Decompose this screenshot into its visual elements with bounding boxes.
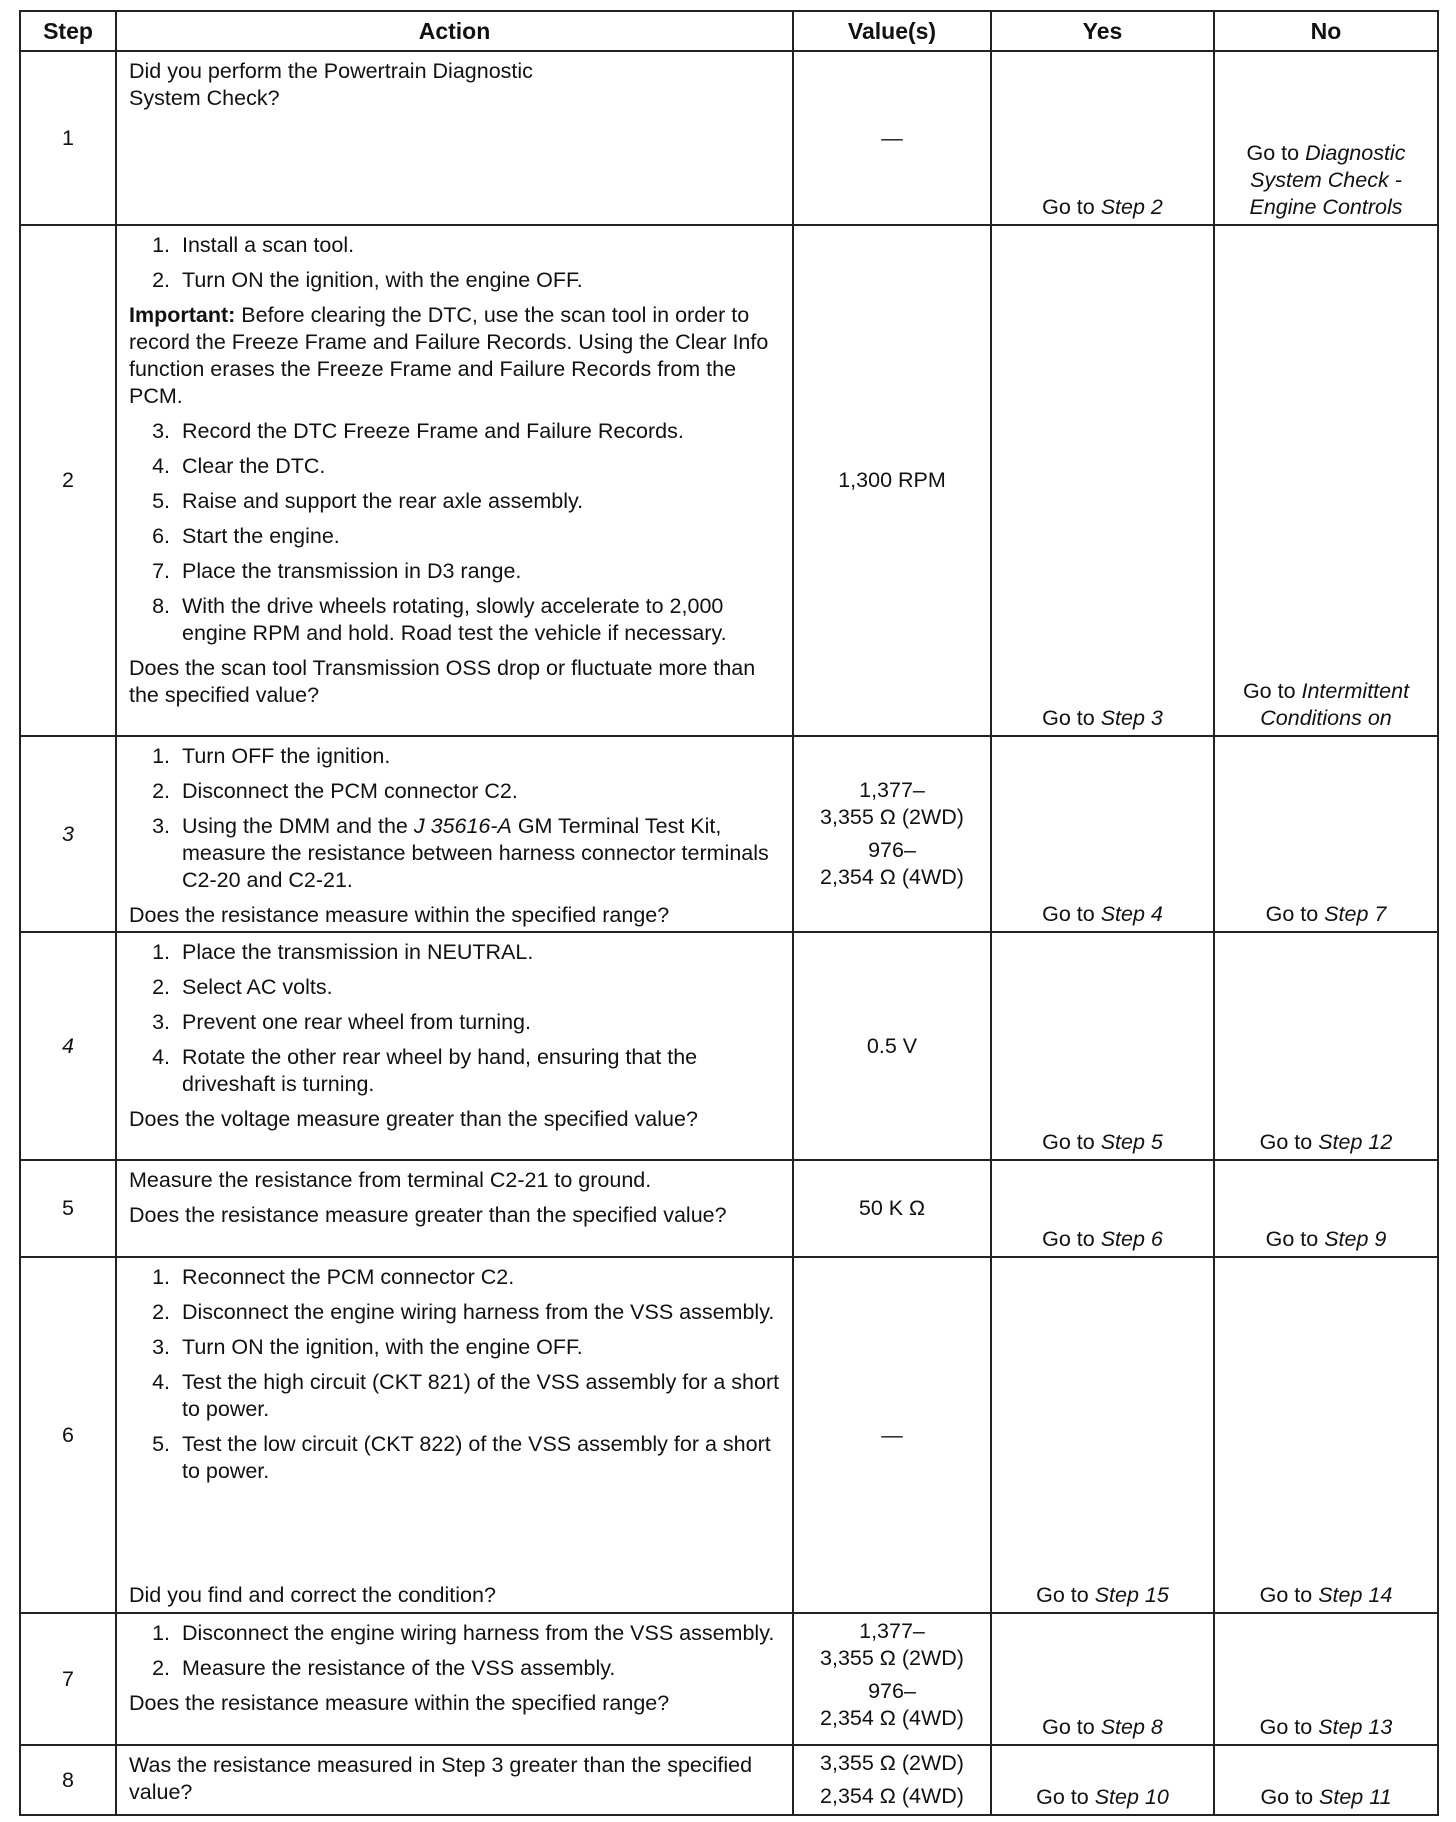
- yes-cell: [991, 736, 1214, 932]
- yes-target: Step 10: [1094, 1785, 1169, 1809]
- no-target: Step 12: [1318, 1130, 1393, 1154]
- yes-cell: [991, 1257, 1214, 1613]
- no-cell: [1214, 225, 1438, 736]
- no-prefix: Go to: [1246, 141, 1306, 165]
- action-cell: [116, 1257, 793, 1613]
- action-item: 1. Place the transmission in NEUTRAL.: [176, 939, 782, 966]
- no-cell: [1214, 51, 1438, 225]
- header-action: Action: [116, 11, 793, 51]
- action-list: [129, 743, 782, 894]
- no-cell: [1214, 736, 1438, 932]
- action-cell: [116, 1745, 793, 1815]
- yes-target: Step 3: [1100, 706, 1163, 730]
- step-number: 8: [20, 1745, 116, 1815]
- action-text: System Check?: [129, 86, 280, 110]
- value-cell: [793, 932, 991, 1160]
- value-text: —: [881, 1422, 903, 1447]
- action-list: [129, 939, 782, 1098]
- yes-target: Step 4: [1100, 902, 1163, 926]
- action-item: 2. Select AC volts.: [176, 974, 782, 1001]
- no-prefix: Go to: [1242, 679, 1302, 703]
- no-target: Step 13: [1318, 1715, 1393, 1739]
- action-cell: [116, 1160, 793, 1257]
- yes-target: Step 5: [1100, 1130, 1163, 1154]
- table-row: [20, 225, 1438, 736]
- value-text: 2,354 Ω (4WD): [820, 865, 964, 889]
- action-item: 5. Test the low circuit (CKT 822) of the VSS assembly for a short to power.: [176, 1431, 782, 1485]
- yes-prefix: Go to: [1036, 1583, 1095, 1607]
- value-text: 1,377–: [859, 778, 925, 802]
- value-cell: [793, 225, 991, 736]
- value-text: 976–: [868, 1679, 916, 1703]
- value-cell: [793, 1613, 991, 1745]
- action-item: 2. Disconnect the PCM connector C2.: [176, 778, 782, 805]
- action-item: 1. Turn OFF the ignition.: [176, 743, 782, 770]
- value-text: 3,355 Ω (2WD): [820, 1646, 964, 1670]
- yes-prefix: Go to: [1042, 195, 1101, 219]
- value-text: 0.5 V: [866, 1033, 918, 1058]
- table-row: [20, 932, 1438, 1160]
- action-item: 6. Start the engine.: [176, 523, 782, 550]
- table-row: [20, 1745, 1438, 1815]
- header-no: No: [1214, 11, 1438, 51]
- action-question: Was the resistance measured in Step 3 greater than the specified value?: [129, 1753, 753, 1804]
- step-number: 3: [20, 736, 116, 932]
- yes-cell: [991, 1160, 1214, 1257]
- action-item: 3. Prevent one rear wheel from turning.: [176, 1009, 782, 1036]
- step-number: 2: [20, 225, 116, 736]
- value-cell: [793, 736, 991, 932]
- value-text: 3,355 Ω (2WD): [820, 1751, 964, 1775]
- value-text: 3,355 Ω (2WD): [820, 805, 964, 829]
- important-label: Important:: [129, 303, 236, 327]
- action-list: [129, 1264, 782, 1485]
- action-item: 3. Turn ON the ignition, with the engine OFF.: [176, 1334, 782, 1361]
- action-cell: [116, 225, 793, 736]
- action-item-text: Using the DMM and the: [182, 814, 414, 838]
- yes-cell: [991, 51, 1214, 225]
- no-prefix: Go to: [1265, 902, 1325, 926]
- step-number: 1: [20, 51, 116, 225]
- no-cell: [1214, 1745, 1438, 1815]
- value-text: 1,377–: [859, 1619, 925, 1643]
- action-question: Does the resistance measure within the specified range?: [129, 903, 670, 927]
- value-text: 976–: [868, 838, 916, 862]
- yes-cell: [991, 1745, 1214, 1815]
- action-item-text: GM Terminal Test Kit, measure the resistance between harness connector terminals C2-20 and C2-21.: [182, 814, 769, 892]
- action-item: 4. Rotate the other rear wheel by hand, ensuring that the driveshaft is turning.: [176, 1044, 782, 1098]
- no-target: Intermittent: [1301, 679, 1410, 703]
- yes-cell: [991, 225, 1214, 736]
- yes-target: Step 15: [1094, 1583, 1169, 1607]
- action-question: Does the resistance measure within the specified range?: [129, 1691, 670, 1715]
- action-cell: [116, 51, 793, 225]
- yes-prefix: Go to: [1036, 1785, 1095, 1809]
- important-note: [129, 302, 782, 410]
- action-item: 2. Measure the resistance of the VSS assembly.: [176, 1655, 782, 1682]
- no-prefix: Go to: [1259, 1715, 1319, 1739]
- value-text: 50 K Ω: [858, 1196, 926, 1220]
- no-target: Diagnostic: [1305, 141, 1406, 165]
- action-text: Did you perform the Powertrain Diagnostic: [129, 59, 533, 83]
- yes-cell: [991, 932, 1214, 1160]
- value-text: 1,300 RPM: [838, 468, 946, 492]
- no-prefix: Go to: [1259, 1583, 1319, 1607]
- no-cell: [1214, 932, 1438, 1160]
- value-cell: [793, 1257, 991, 1613]
- yes-target: Step 2: [1100, 195, 1163, 219]
- no-prefix: Go to: [1260, 1785, 1320, 1809]
- yes-cell: [991, 1613, 1214, 1745]
- value-text: 2,354 Ω (4WD): [820, 1706, 964, 1730]
- no-target: Step 9: [1324, 1227, 1387, 1251]
- no-target: Conditions on: [1260, 706, 1392, 730]
- action-item: 1. Reconnect the PCM connector C2.: [176, 1264, 782, 1291]
- no-prefix: Go to: [1265, 1227, 1325, 1251]
- step-number: 7: [20, 1613, 116, 1745]
- no-cell: [1214, 1257, 1438, 1613]
- no-target: Engine Controls: [1249, 195, 1403, 219]
- action-question: Does the voltage measure greater than the specified value?: [129, 1107, 698, 1131]
- header-yes: Yes: [991, 11, 1214, 51]
- action-item: 3. Record the DTC Freeze Frame and Failure Records.: [176, 418, 782, 445]
- value-cell: [793, 1160, 991, 1257]
- no-target: Step 11: [1319, 1785, 1392, 1809]
- table-row: [20, 1160, 1438, 1257]
- important-text: Before clearing the DTC, use the scan tool in order to record the Freeze Frame and Failure Records. Using the Clear Info function erases the Freeze Frame and Failure Records from the PCM.: [129, 303, 769, 408]
- header-row: [20, 11, 1438, 51]
- yes-prefix: Go to: [1042, 706, 1101, 730]
- action-item: 4. Test the high circuit (CKT 821) of the VSS assembly for a short to power.: [176, 1369, 782, 1423]
- step-number: 4: [20, 932, 116, 1160]
- diagnostic-table: [19, 10, 1439, 1816]
- action-question: Does the scan tool Transmission OSS drop or fluctuate more than the specified value?: [129, 656, 756, 707]
- no-target: Step 7: [1324, 902, 1387, 926]
- action-item: 8. With the drive wheels rotating, slowly accelerate to 2,000 engine RPM and hold. Road test the vehicle if necessary.: [176, 593, 782, 647]
- no-prefix: Go to: [1259, 1130, 1319, 1154]
- action-cell: [116, 1613, 793, 1745]
- value-text: —: [881, 125, 903, 150]
- action-list: [129, 232, 782, 294]
- action-item: 5. Raise and support the rear axle assembly.: [176, 488, 782, 515]
- header-values: Value(s): [793, 11, 991, 51]
- value-text: 2,354 Ω (4WD): [820, 1784, 964, 1808]
- value-cell: [793, 51, 991, 225]
- no-cell: [1214, 1160, 1438, 1257]
- action-text: Measure the resistance from terminal C2-21 to ground.: [129, 1168, 652, 1192]
- no-target: System Check -: [1250, 168, 1402, 192]
- action-item: 1. Install a scan tool.: [176, 232, 782, 259]
- table-row: [20, 1613, 1438, 1745]
- yes-prefix: Go to: [1042, 902, 1101, 926]
- step-number: 5: [20, 1160, 116, 1257]
- no-cell: [1214, 1613, 1438, 1745]
- action-item: 2. Disconnect the engine wiring harness from the VSS assembly.: [176, 1299, 782, 1326]
- action-item: 1. Disconnect the engine wiring harness from the VSS assembly.: [176, 1620, 782, 1647]
- action-item: 2. Turn ON the ignition, with the engine OFF.: [176, 267, 782, 294]
- tool-name: J 35616-A: [413, 814, 512, 838]
- header-step: Step: [20, 11, 116, 51]
- step-number: 6: [20, 1257, 116, 1613]
- table-row: [20, 1257, 1438, 1613]
- no-target: Step 14: [1318, 1583, 1393, 1607]
- table-row: [20, 736, 1438, 932]
- value-cell: [793, 1745, 991, 1815]
- action-list: [129, 1620, 782, 1682]
- action-cell: [116, 932, 793, 1160]
- yes-prefix: Go to: [1042, 1130, 1101, 1154]
- action-question: Did you find and correct the condition?: [129, 1583, 496, 1607]
- yes-prefix: Go to: [1042, 1715, 1101, 1739]
- yes-prefix: Go to: [1042, 1227, 1101, 1251]
- yes-target: Step 6: [1100, 1227, 1163, 1251]
- action-item: 4. Clear the DTC.: [176, 453, 782, 480]
- table-row: [20, 51, 1438, 225]
- action-question: Does the resistance measure greater than the specified value?: [129, 1203, 727, 1227]
- action-list: [129, 418, 782, 647]
- yes-target: Step 8: [1100, 1715, 1163, 1739]
- action-item: [176, 813, 782, 894]
- action-item: 7. Place the transmission in D3 range.: [176, 558, 782, 585]
- action-cell: [116, 736, 793, 932]
